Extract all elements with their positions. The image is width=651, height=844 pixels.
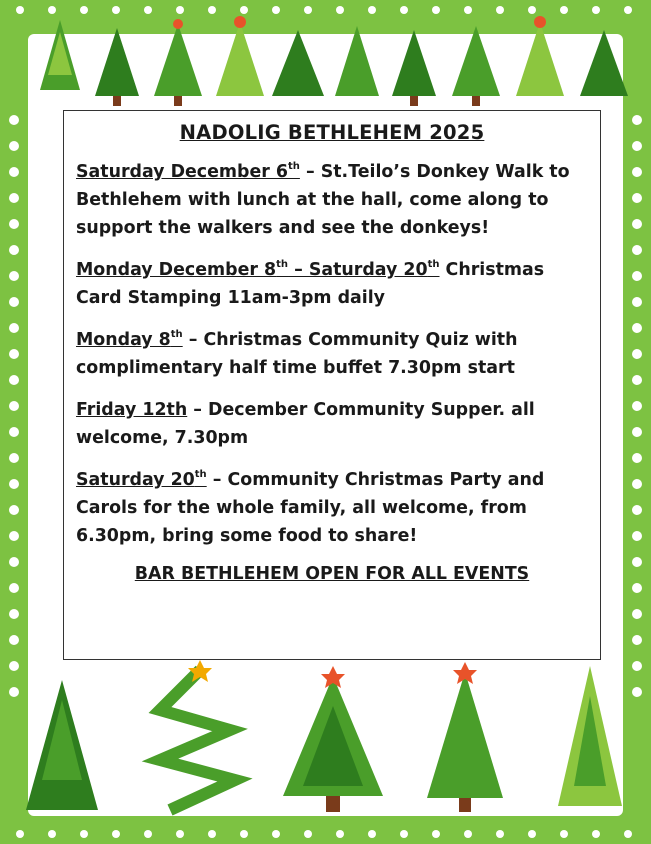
snowflake-dot-icon [9,609,19,619]
snowflake-dot-icon [464,6,472,14]
snowflake-dot-icon [16,6,24,14]
snowflake-dot-icon [9,349,19,359]
snowflake-dot-icon [560,830,568,838]
snowflake-dot-icon [80,830,88,838]
event-description: – Community Christmas Party and Carols for the whole family, all welcome, from 6.30pm, bring some food to share! [76,470,545,546]
event-description: Christmas Card Stamping 11am-3pm daily [76,260,545,308]
snowflake-dot-icon [632,401,642,411]
snowflake-dot-icon [9,297,19,307]
snowflake-dot-icon [632,583,642,593]
snowflake-dot-icon [336,830,344,838]
snowflake-dot-icon [208,6,216,14]
snowflake-dot-icon [9,115,19,125]
snowflake-dot-icon [632,427,642,437]
snowflake-dot-icon [9,427,19,437]
bar-notice: BAR BETHLEHEM OPEN FOR ALL EVENTS [134,564,530,584]
snowflake-dot-icon [176,830,184,838]
snowflake-dot-icon [632,219,642,229]
snowflake-dot-icon [632,453,642,463]
snowflake-dot-icon [240,830,248,838]
event-item [76,256,588,312]
snowflake-dot-icon [9,401,19,411]
event-card [63,110,601,660]
event-item [76,326,588,382]
snowflake-dot-icon [112,830,120,838]
snowflake-dot-icon [9,557,19,567]
snowflake-dot-icon [48,830,56,838]
snowflake-dot-icon [632,375,642,385]
snowflake-dot-icon [560,6,568,14]
snowflake-dot-icon [144,6,152,14]
snowflake-dot-icon [432,6,440,14]
snowflake-dot-icon [9,375,19,385]
poster-title: NADOLIG BETHLEHEM 2025 [179,121,485,144]
snowflake-dot-icon [9,271,19,281]
snowflake-dot-icon [240,6,248,14]
snowflake-dot-icon [304,6,312,14]
snowflake-dot-icon [632,245,642,255]
snowflake-dot-icon [9,635,19,645]
snowflake-dot-icon [80,6,88,14]
snowflake-dot-icon [632,635,642,645]
snowflake-dot-icon [9,323,19,333]
event-description: – December Community Supper. all welcome, 7.30pm [76,400,535,448]
snowflake-dot-icon [176,6,184,14]
snowflake-dot-icon [9,453,19,463]
snowflake-dot-icon [144,830,152,838]
snowflake-dot-icon [464,830,472,838]
snowflake-dot-icon [9,687,19,697]
snowflake-dot-icon [632,271,642,281]
snowflake-dot-icon [632,167,642,177]
snowflake-dot-icon [9,141,19,151]
snowflake-dot-icon [400,830,408,838]
event-description: – Christmas Community Quiz with complimentary half time buffet 7.30pm start [76,330,518,378]
snowflake-dot-icon [632,141,642,151]
snowflake-dot-icon [9,219,19,229]
snowflake-dot-icon [48,6,56,14]
snowflake-dot-icon [208,830,216,838]
snowflake-dot-icon [304,830,312,838]
snowflake-dot-icon [632,609,642,619]
snowflake-dot-icon [9,531,19,541]
snowflake-dot-icon [632,531,642,541]
snowflake-dot-icon [632,505,642,515]
event-date: Saturday December 6th [76,161,300,182]
snowflake-dot-icon [9,479,19,489]
event-date: Monday 8th [76,329,183,350]
snowflake-dot-icon [400,6,408,14]
snowflake-dot-icon [272,830,280,838]
snowflake-dot-icon [496,6,504,14]
event-description: – St.Teilo’s Donkey Walk to Bethlehem with lunch at the hall, come along to support the walkers and see the donkeys! [76,162,570,238]
snowflake-dot-icon [9,245,19,255]
event-date: Friday 12th [76,400,188,420]
snowflake-dot-icon [632,297,642,307]
snowflake-dot-icon [9,193,19,203]
snowflake-dot-icon [632,687,642,697]
event-item [76,158,588,242]
snowflake-dot-icon [632,557,642,567]
snowflake-dot-icon [16,830,24,838]
snowflake-dot-icon [9,505,19,515]
snowflake-dot-icon [528,830,536,838]
snowflake-dot-icon [336,6,344,14]
snowflake-dot-icon [624,6,632,14]
snowflake-dot-icon [9,661,19,671]
snowflake-dot-icon [632,349,642,359]
snowflake-dot-icon [9,167,19,177]
event-item [76,396,588,452]
snowflake-dot-icon [624,830,632,838]
snowflake-dot-icon [592,830,600,838]
snowflake-dot-icon [528,6,536,14]
snowflake-dot-icon [632,479,642,489]
snowflake-dot-icon [632,193,642,203]
snowflake-dot-icon [592,6,600,14]
snowflake-dot-icon [368,6,376,14]
event-item [76,466,588,550]
snowflake-dot-icon [632,323,642,333]
snowflake-dot-icon [272,6,280,14]
event-date: Saturday 20th [76,469,207,490]
snowflake-dot-icon [496,830,504,838]
snowflake-dot-icon [112,6,120,14]
snowflake-dot-icon [632,115,642,125]
snowflake-dot-icon [368,830,376,838]
event-date: Monday December 8th – Saturday 20th [76,259,440,280]
snowflake-dot-icon [432,830,440,838]
snowflake-dot-icon [9,583,19,593]
snowflake-dot-icon [632,661,642,671]
